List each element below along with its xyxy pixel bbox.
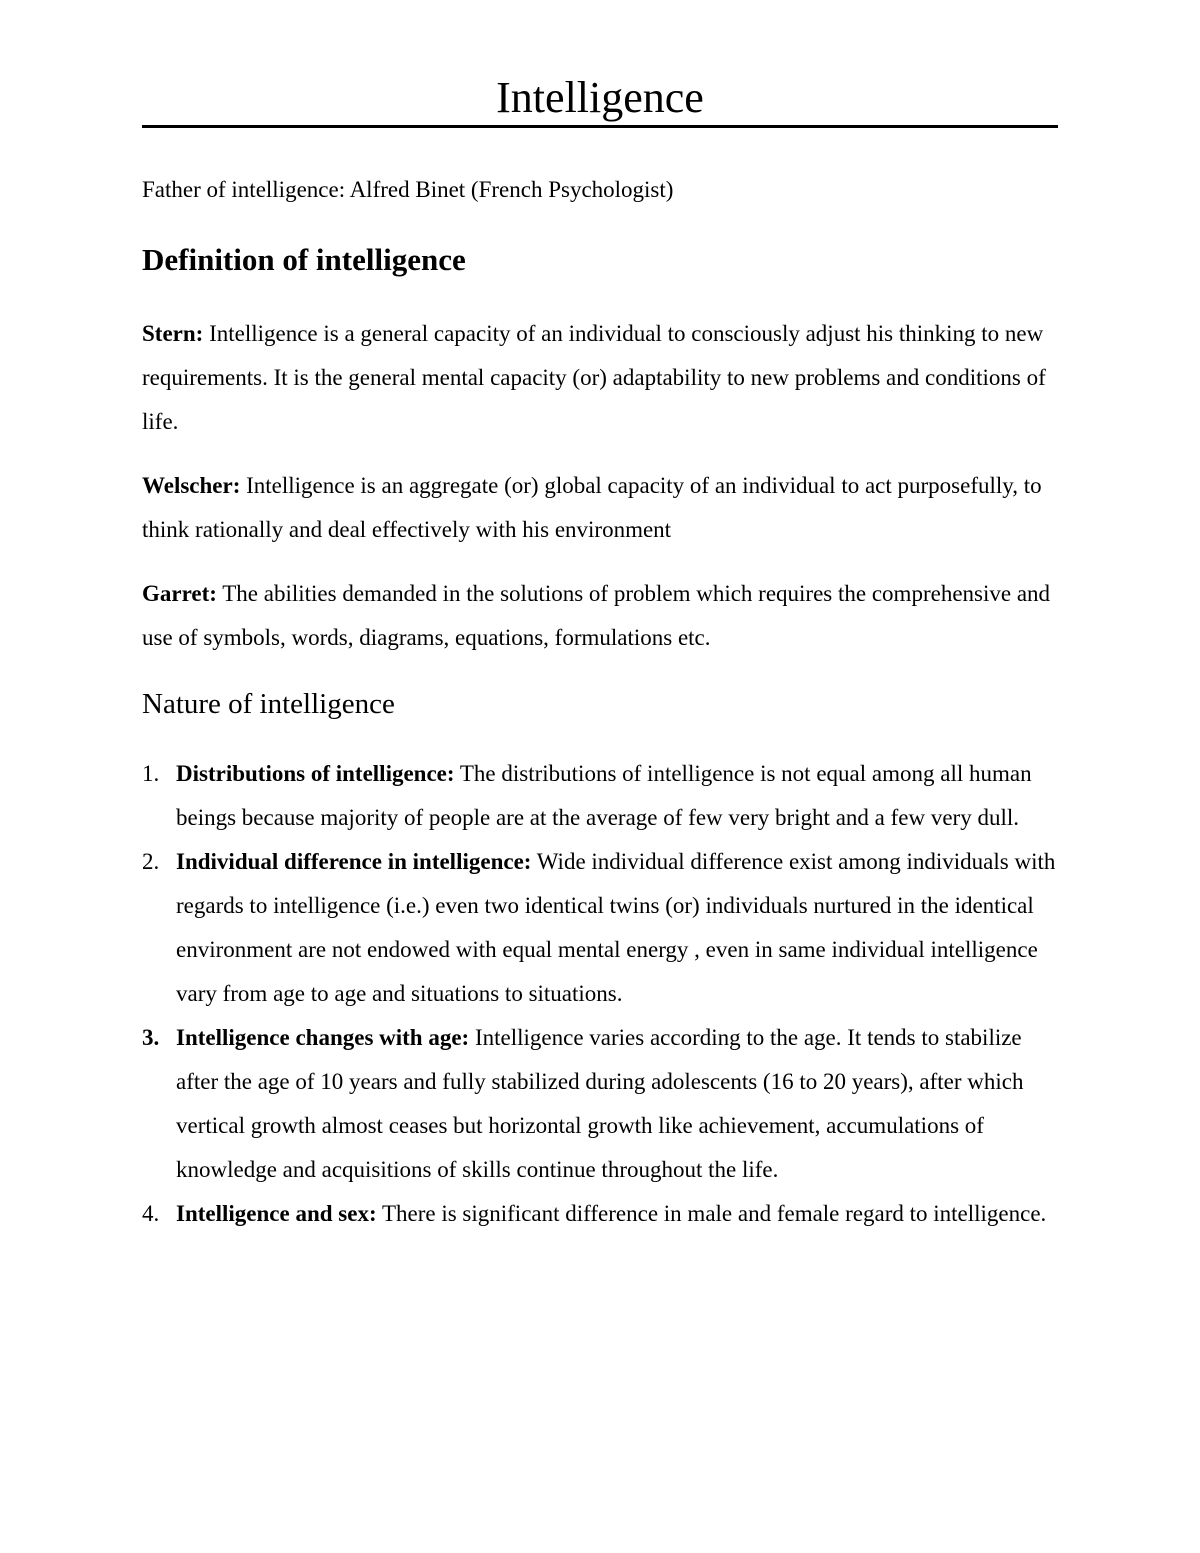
nature-list xyxy=(142,752,1058,1236)
definition-stern xyxy=(142,312,1058,444)
list-term: Distributions of intelligence: xyxy=(176,761,455,786)
list-item xyxy=(142,1016,1058,1192)
list-text: The distributions of intelligence is not equal among all human beings because majority of people are at the average of few very bright and a few very dull. xyxy=(176,761,1032,830)
nature-heading: Nature of intelligence xyxy=(142,688,395,720)
list-text: Intelligence varies according to the age. It tends to stabilize after the age of 10 years and fully stabilized during adolescents (16 to 20 years), after which vertical growth almost ceases but horizontal growth like achievement, accumulations of knowledge and acquisitions of skills continue throughout the life. xyxy=(176,1025,1024,1182)
title-underline xyxy=(142,125,1058,128)
list-number: 2. xyxy=(142,849,160,874)
list-text: Wide individual difference exist among individuals with regards to intelligence (i.e.) even two identical twins (or) individuals nurtured in the identical environment are not endowed with equal mental energy , even in same individual intelligence vary from age to age and situations to situations. xyxy=(176,849,1056,1006)
list-item xyxy=(142,840,1058,1016)
list-item xyxy=(142,752,1058,840)
list-number: 1. xyxy=(142,761,160,786)
list-item xyxy=(142,1192,1058,1236)
definition-welscher xyxy=(142,464,1058,552)
definition-text: Intelligence is a general capacity of an individual to consciously adjust his thinking to new requirements. It is the general mental capacity (or) adaptability to new problems and conditions of life. xyxy=(142,321,1046,434)
definition-heading: Definition of intelligence xyxy=(142,242,466,277)
definition-garret xyxy=(142,572,1058,660)
definition-text: Intelligence is an aggregate (or) global capacity of an individual to act purposefully, to think rationally and deal effectively with his environment xyxy=(142,473,1042,542)
list-term: Intelligence changes with age: xyxy=(176,1025,470,1050)
definition-term: Garret: xyxy=(142,581,217,606)
definition-text: The abilities demanded in the solutions of problem which requires the comprehensive and use of symbols, words, diagrams, equations, formulations etc. xyxy=(142,581,1051,650)
definition-term: Welscher: xyxy=(142,473,241,498)
list-term: Individual difference in intelligence: xyxy=(176,849,532,874)
page-title: Intelligence xyxy=(496,73,704,122)
definition-term: Stern: xyxy=(142,321,204,346)
list-text: There is significant difference in male and female regard to intelligence. xyxy=(376,1201,1047,1226)
list-number: 4. xyxy=(142,1201,160,1226)
list-term: Intelligence and sex: xyxy=(176,1201,377,1226)
list-number: 3. xyxy=(142,1025,160,1050)
father-line: Father of intelligence: Alfred Binet (French Psychologist) xyxy=(142,177,674,202)
